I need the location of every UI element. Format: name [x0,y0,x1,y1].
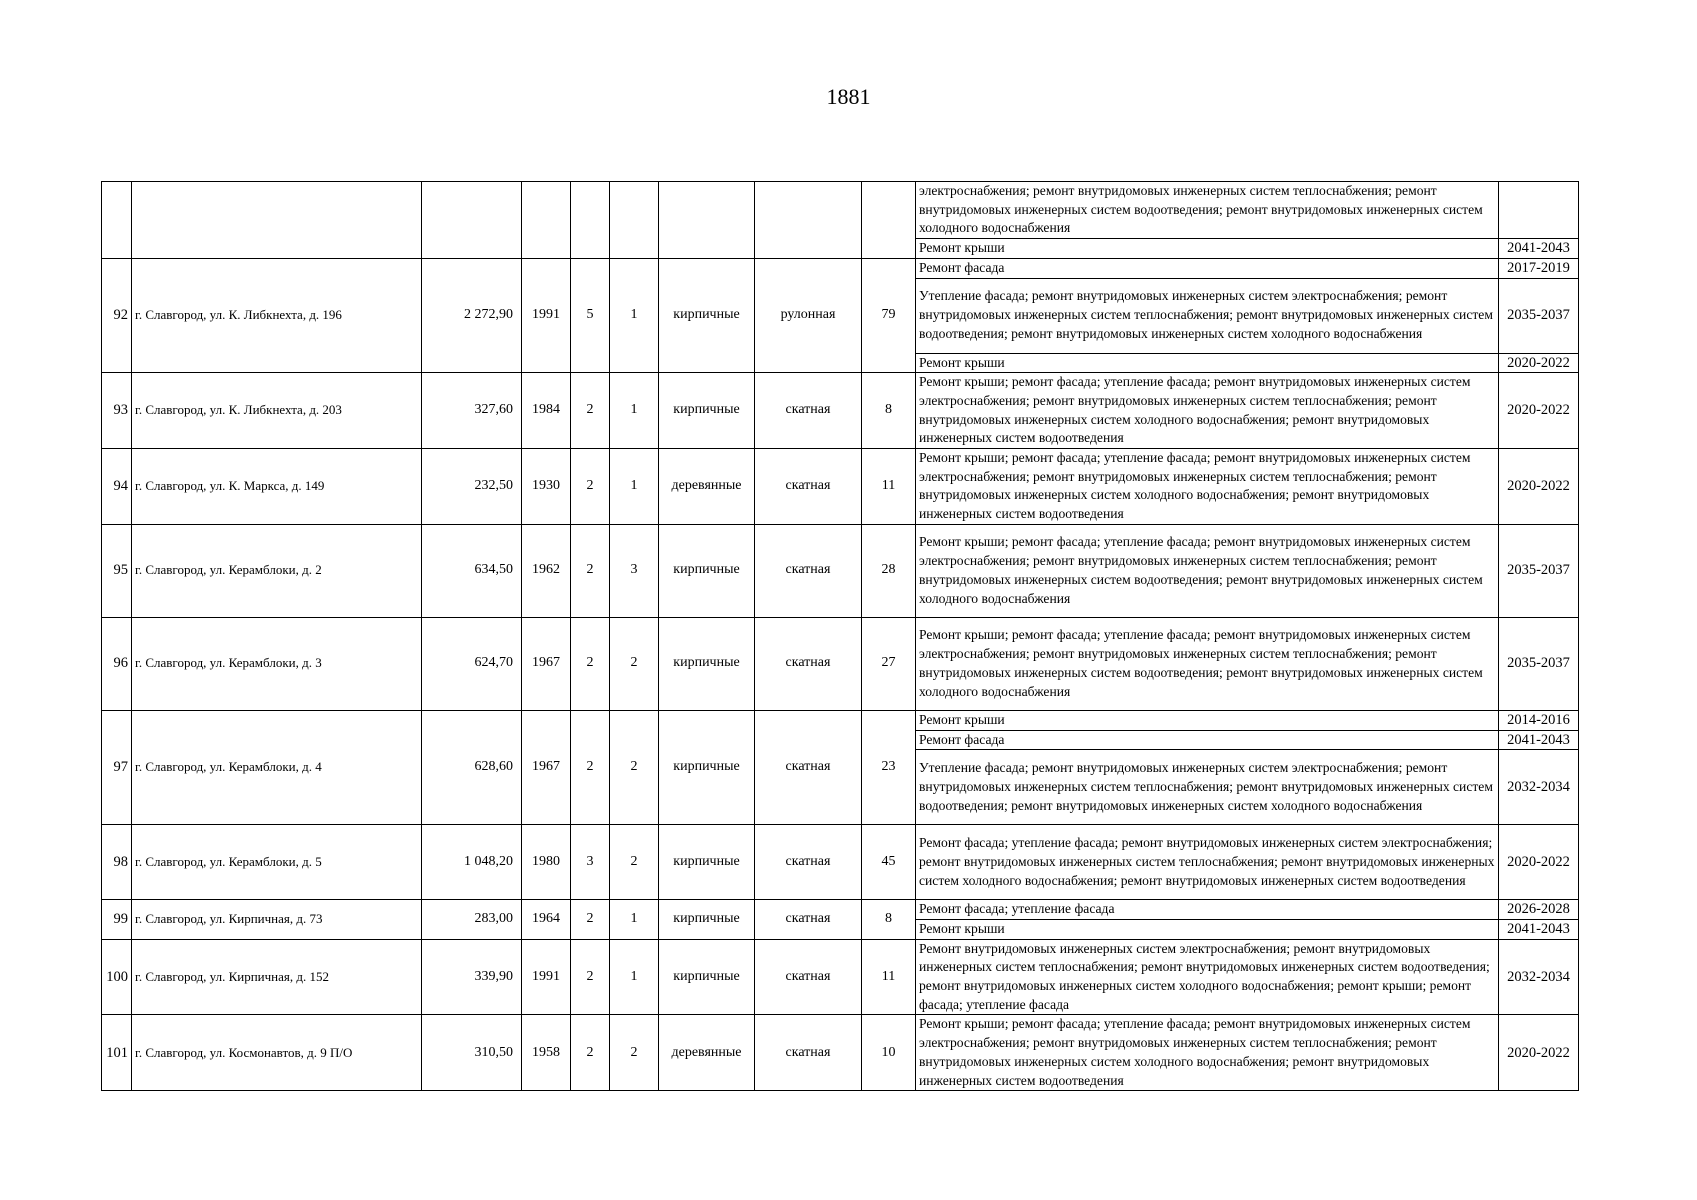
floors-cell: 2 [571,1015,610,1091]
work-description: Ремонт крыши; ремонт фасада; утепление фасада; ремонт внутридомовых инженерных систем электроснабжения; ремонт внутридомовых инженерных систем теплоснабжения; ремонт внутридомовых инженерных систем водоотведения; ремонт внутридомовых инженерных систем холодного водоснабжения [916,617,1499,710]
year-cell: 1967 [522,710,571,824]
year-cell: 1964 [522,900,571,939]
work-period: 2032-2034 [1499,750,1579,825]
row-number: 95 [102,524,132,617]
address-cell: г. Славгород, ул. К. Либкнехта, д. 203 [132,373,422,449]
row-number: 99 [102,900,132,939]
work-period: 2026-2028 [1499,900,1579,920]
floors-cell [571,182,610,259]
roof-type-cell: скатная [755,939,862,1015]
wall-material-cell: деревянные [659,1015,755,1091]
work-period: 2020-2022 [1499,825,1579,900]
entrances-cell: 1 [610,449,659,525]
floors-cell: 3 [571,825,610,900]
table-row [102,825,1579,900]
entrances-cell: 1 [610,258,659,372]
address-cell: г. Славгород, ул. Керамблоки, д. 3 [132,617,422,710]
area-cell: 310,50 [422,1015,522,1091]
roof-type-cell: скатная [755,900,862,939]
year-cell: 1980 [522,825,571,900]
residents-cell: 79 [862,258,916,372]
row-number: 96 [102,617,132,710]
roof-type-cell: скатная [755,617,862,710]
table-row [102,617,1579,710]
address-cell: г. Славгород, ул. Космонавтов, д. 9 П/О [132,1015,422,1091]
area-cell: 624,70 [422,617,522,710]
row-number: 94 [102,449,132,525]
work-description: Ремонт внутридомовых инженерных систем электроснабжения; ремонт внутридомовых инженерных систем теплоснабжения; ремонт внутридомовых инженерных систем водоотведения; ремонт внутридомовых инженерных систем холодного водоснабжения; ремонт крыши; ремонт фасада; утепление фасада [916,939,1499,1015]
table-body [102,182,1579,1091]
wall-material-cell: кирпичные [659,373,755,449]
work-period: 2032-2034 [1499,939,1579,1015]
entrances-cell: 1 [610,373,659,449]
address-cell [132,182,422,259]
area-cell: 634,50 [422,524,522,617]
wall-material-cell [659,182,755,259]
table-row [102,939,1579,1015]
address-cell: г. Славгород, ул. Кирпичная, д. 73 [132,900,422,939]
work-period: 2017-2019 [1499,258,1579,278]
work-period: 2020-2022 [1499,373,1579,449]
work-period [1499,182,1579,239]
residents-cell: 27 [862,617,916,710]
year-cell: 1984 [522,373,571,449]
wall-material-cell: кирпичные [659,900,755,939]
work-description: Ремонт фасада; утепление фасада [916,900,1499,920]
entrances-cell: 1 [610,900,659,939]
work-period: 2035-2037 [1499,278,1579,353]
row-number: 101 [102,1015,132,1091]
row-number: 98 [102,825,132,900]
roof-type-cell [755,182,862,259]
work-period: 2020-2022 [1499,1015,1579,1091]
table-row [102,182,1579,239]
floors-cell: 2 [571,373,610,449]
page-number: 1881 [826,84,871,109]
floors-cell: 2 [571,617,610,710]
row-number [102,182,132,259]
roof-type-cell: скатная [755,710,862,824]
table-row [102,524,1579,617]
floors-cell: 2 [571,939,610,1015]
work-period: 2014-2016 [1499,710,1579,730]
entrances-cell: 2 [610,710,659,824]
address-cell: г. Славгород, ул. К. Либкнехта, д. 196 [132,258,422,372]
work-period: 2041-2043 [1499,730,1579,750]
year-cell: 1962 [522,524,571,617]
roof-type-cell: скатная [755,524,862,617]
year-cell: 1991 [522,939,571,1015]
row-number: 93 [102,373,132,449]
work-description: электроснабжения; ремонт внутридомовых инженерных систем теплоснабжения; ремонт внутридомовых инженерных систем водоотведения; ремонт внутридомовых инженерных систем холодного водоснабжения [916,182,1499,239]
housing-repair-table [101,181,1579,1091]
work-description: Ремонт крыши [916,353,1499,373]
area-cell: 232,50 [422,449,522,525]
area-cell: 327,60 [422,373,522,449]
floors-cell: 5 [571,258,610,372]
work-description: Ремонт фасада [916,730,1499,750]
residents-cell: 8 [862,900,916,939]
year-cell: 1967 [522,617,571,710]
residents-cell: 28 [862,524,916,617]
residents-cell: 11 [862,449,916,525]
year-cell [522,182,571,259]
row-number: 100 [102,939,132,1015]
residents-cell: 23 [862,710,916,824]
work-period: 2035-2037 [1499,524,1579,617]
work-description: Ремонт фасада [916,258,1499,278]
table-row [102,258,1579,278]
residents-cell: 10 [862,1015,916,1091]
work-description: Ремонт крыши; ремонт фасада; утепление фасада; ремонт внутридомовых инженерных систем электроснабжения; ремонт внутридомовых инженерных систем теплоснабжения; ремонт внутридомовых инженерных систем холодного водоснабжения; ремонт внутридомовых инженерных систем водоотведения [916,1015,1499,1091]
residents-cell: 45 [862,825,916,900]
floors-cell: 2 [571,900,610,939]
table-row [102,1015,1579,1091]
wall-material-cell: кирпичные [659,258,755,372]
entrances-cell: 2 [610,825,659,900]
wall-material-cell: кирпичные [659,710,755,824]
wall-material-cell: кирпичные [659,825,755,900]
work-description: Ремонт крыши [916,239,1499,259]
entrances-cell: 3 [610,524,659,617]
work-period: 2020-2022 [1499,353,1579,373]
area-cell: 283,00 [422,900,522,939]
work-description: Ремонт крыши [916,710,1499,730]
address-cell: г. Славгород, ул. Керамблоки, д. 4 [132,710,422,824]
year-cell: 1930 [522,449,571,525]
roof-type-cell: скатная [755,825,862,900]
residents-cell: 8 [862,373,916,449]
floors-cell: 2 [571,524,610,617]
table-row [102,710,1579,730]
area-cell: 2 272,90 [422,258,522,372]
table-row [102,900,1579,920]
roof-type-cell: скатная [755,1015,862,1091]
address-cell: г. Славгород, ул. Кирпичная, д. 152 [132,939,422,1015]
entrances-cell: 1 [610,939,659,1015]
work-period: 2041-2043 [1499,919,1579,939]
work-description: Ремонт фасада; утепление фасада; ремонт внутридомовых инженерных систем электроснабжения; ремонт внутридомовых инженерных систем теплоснабжения; ремонт внутридомовых инженерных систем холодного водоснабжения; ремонт внутридомовых инженерных систем водоотведения [916,825,1499,900]
work-period: 2020-2022 [1499,449,1579,525]
entrances-cell: 2 [610,617,659,710]
residents-cell [862,182,916,259]
wall-material-cell: кирпичные [659,617,755,710]
entrances-cell [610,182,659,259]
area-cell: 339,90 [422,939,522,1015]
entrances-cell: 2 [610,1015,659,1091]
roof-type-cell: скатная [755,449,862,525]
floors-cell: 2 [571,449,610,525]
area-cell: 628,60 [422,710,522,824]
work-description: Ремонт крыши; ремонт фасада; утепление фасада; ремонт внутридомовых инженерных систем электроснабжения; ремонт внутридомовых инженерных систем теплоснабжения; ремонт внутридомовых инженерных систем холодного водоснабжения; ремонт внутридомовых инженерных систем водоотведения [916,449,1499,525]
table-row [102,373,1579,449]
wall-material-cell: кирпичные [659,524,755,617]
floors-cell: 2 [571,710,610,824]
wall-material-cell: деревянные [659,449,755,525]
area-cell [422,182,522,259]
address-cell: г. Славгород, ул. Керамблоки, д. 2 [132,524,422,617]
wall-material-cell: кирпичные [659,939,755,1015]
address-cell: г. Славгород, ул. К. Маркса, д. 149 [132,449,422,525]
table-row [102,449,1579,525]
work-description: Ремонт крыши [916,919,1499,939]
roof-type-cell: рулонная [755,258,862,372]
work-period: 2041-2043 [1499,239,1579,259]
work-description: Утепление фасада; ремонт внутридомовых инженерных систем электроснабжения; ремонт внутридомовых инженерных систем теплоснабжения; ремонт внутридомовых инженерных систем водоотведения; ремонт внутридомовых инженерных систем холодного водоснабжения [916,278,1499,353]
year-cell: 1958 [522,1015,571,1091]
area-cell: 1 048,20 [422,825,522,900]
year-cell: 1991 [522,258,571,372]
work-description: Утепление фасада; ремонт внутридомовых инженерных систем электроснабжения; ремонт внутридомовых инженерных систем теплоснабжения; ремонт внутридомовых инженерных систем водоотведения; ремонт внутридомовых инженерных систем холодного водоснабжения [916,750,1499,825]
work-description: Ремонт крыши; ремонт фасада; утепление фасада; ремонт внутридомовых инженерных систем электроснабжения; ремонт внутридомовых инженерных систем теплоснабжения; ремонт внутридомовых инженерных систем водоотведения; ремонт внутридомовых инженерных систем холодного водоснабжения [916,524,1499,617]
row-number: 97 [102,710,132,824]
residents-cell: 11 [862,939,916,1015]
address-cell: г. Славгород, ул. Керамблоки, д. 5 [132,825,422,900]
work-description: Ремонт крыши; ремонт фасада; утепление фасада; ремонт внутридомовых инженерных систем электроснабжения; ремонт внутридомовых инженерных систем теплоснабжения; ремонт внутридомовых инженерных систем холодного водоснабжения; ремонт внутридомовых инженерных систем водоотведения [916,373,1499,449]
row-number: 92 [102,258,132,372]
work-period: 2035-2037 [1499,617,1579,710]
roof-type-cell: скатная [755,373,862,449]
